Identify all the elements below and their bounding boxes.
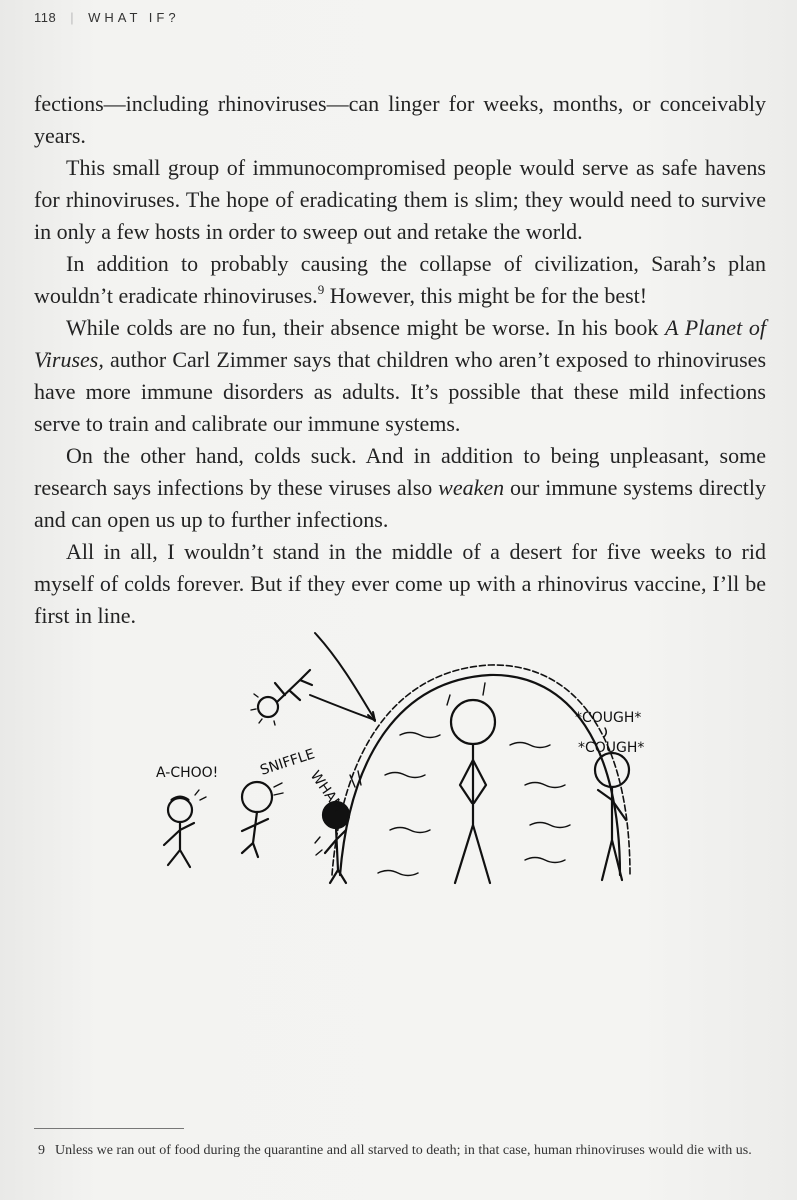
sniffle-label: SNIFFLE bbox=[258, 746, 317, 779]
cough-label-2: *COUGH* bbox=[578, 740, 645, 756]
paragraph-2: This small group of immunocompromised people would serve as safe havens for rhinoviruses. The hope of eradicating them is slim; they would need to survive in only a few hosts in order to sweep out and retake the world. bbox=[34, 155, 766, 244]
center-stick-figure bbox=[451, 700, 495, 883]
achoo-label: A-CHOO! bbox=[156, 765, 219, 781]
paragraph-6: All in all, I wouldn’t stand in the middle of a desert for five weeks to rid myself of colds forever. But if they ever come up with a rhinovirus vaccine, I’ll be first in line. bbox=[34, 539, 766, 628]
footnote-reference: 9 bbox=[317, 282, 325, 297]
paragraph-3 bbox=[34, 248, 766, 312]
book-title: WHAT IF? bbox=[88, 10, 180, 25]
paragraph-5-text-b: our immune systems directly and can open us up to further infections. bbox=[34, 475, 766, 532]
stick-figure-illustration bbox=[150, 625, 690, 890]
wham-stick-figure bbox=[307, 768, 361, 883]
paragraph-4-text-b: author Carl Zimmer says that children who aren’t exposed to rhinoviruses have more immune disorders as adults. It’s possible that these mild infections serve to train and calibrate our immune systems. bbox=[34, 347, 766, 436]
paragraph-3-text-a: In addition to probably causing the collapse of civilization, Sarah’s plan wouldn’t eradicate rhinoviruses. bbox=[34, 251, 766, 308]
cough-label-1: *COUGH* bbox=[575, 710, 642, 726]
paragraph-1: fections—including rhinoviruses—can linger for weeks, months, or conceivably years. bbox=[34, 91, 766, 148]
paragraph-4 bbox=[34, 312, 766, 440]
header-separator: | bbox=[70, 10, 75, 25]
quarantine-dome bbox=[332, 665, 630, 876]
emphasis-weaken: weaken bbox=[438, 475, 505, 500]
footnote-text: Unless we ran out of food during the quarantine and all starved to death; in that case, human rhinoviruses would die with us. bbox=[55, 1143, 752, 1158]
footnote-divider bbox=[34, 1128, 184, 1129]
page-number: 118 bbox=[34, 10, 57, 25]
coughing-stick-figure bbox=[575, 710, 644, 880]
sniffling-stick-figure bbox=[242, 746, 317, 857]
wham-label: WHAM bbox=[306, 768, 347, 816]
paragraph-5-text-a: On the other hand, colds suck. And in addition to being unpleasant, some research says infections by these viruses also bbox=[34, 443, 766, 500]
running-header bbox=[34, 10, 180, 25]
footnote bbox=[38, 1142, 758, 1160]
paragraph-3-text-b: However, this might be for the best! bbox=[324, 283, 648, 308]
body-text bbox=[34, 88, 766, 632]
paragraph-5 bbox=[34, 440, 766, 536]
flying-stick-figure bbox=[251, 633, 375, 725]
sneezing-stick-figure bbox=[156, 765, 218, 867]
book-title-italic: A Planet of Viruses, bbox=[34, 315, 766, 372]
footnote-number: 9 bbox=[38, 1143, 45, 1158]
paragraph-4-text-a: While colds are no fun, their absence might be worse. In his book bbox=[66, 315, 666, 340]
